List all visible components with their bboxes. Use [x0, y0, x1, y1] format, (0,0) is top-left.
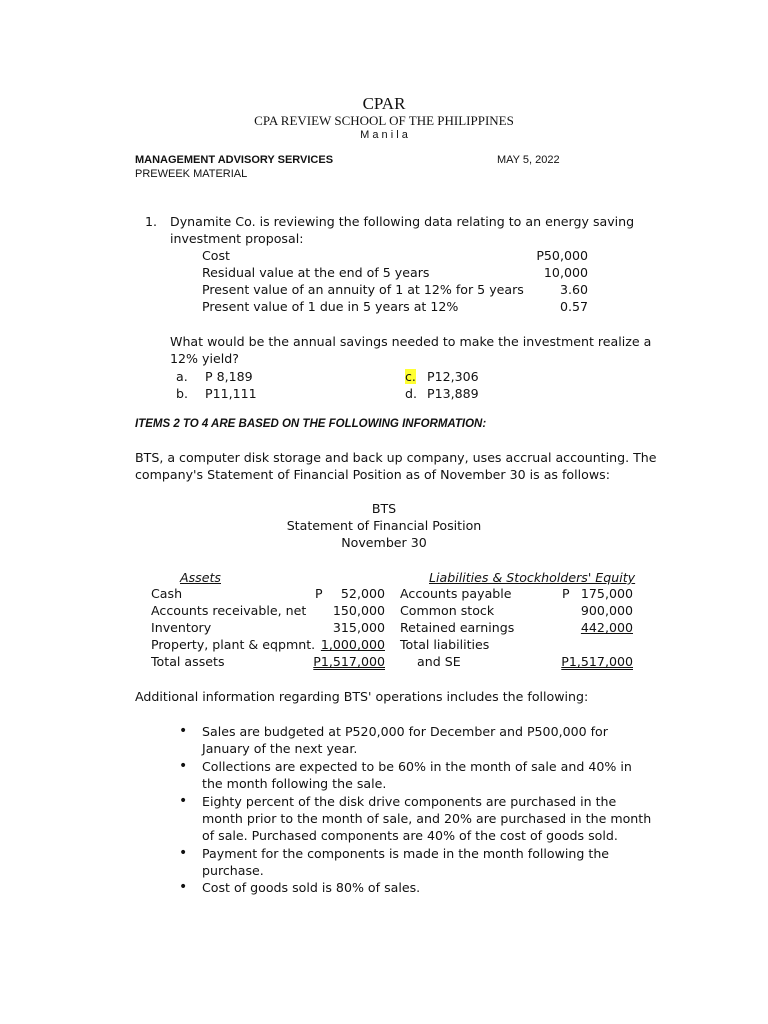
- choice-a-letter: a.: [176, 369, 188, 384]
- material-label: PREWEEK MATERIAL: [135, 168, 248, 180]
- q1-data-label: Present value of 1 due in 5 years at 12%: [202, 299, 459, 314]
- q1-question-line2: 12% yield?: [170, 351, 239, 366]
- asset-value: 52,000: [340, 586, 385, 601]
- q1-intro-line1: Dynamite Co. is reviewing the following data relating to an energy saving: [170, 214, 635, 229]
- bullet-line: purchase.: [202, 863, 264, 878]
- bullet-line: of sale. Purchased components are 40% of the cost of goods sold.: [202, 828, 618, 843]
- bullet-line: January of the next year.: [202, 741, 358, 756]
- q1-intro-line2: investment proposal:: [170, 231, 304, 246]
- asset-value-underlined: 1,000,000: [320, 637, 385, 652]
- answer-highlight: c.: [405, 369, 416, 384]
- bullet-line: the month following the sale.: [202, 776, 387, 791]
- assets-heading: Assets: [180, 570, 221, 585]
- liability-total-value: [548, 654, 633, 669]
- liability-label: Retained earnings: [400, 620, 515, 635]
- q1-question-line1: What would be the annual savings needed to make the investment realize a: [170, 334, 652, 349]
- choice-c-letter: [405, 369, 416, 384]
- liability-label: Common stock: [400, 603, 495, 618]
- doc-title: CPAR: [362, 94, 406, 113]
- additional-intro: Additional information regarding BTS' operations includes the following:: [135, 689, 589, 704]
- choice-a-text: P 8,189: [205, 369, 253, 384]
- q1-data-value: 10,000: [543, 265, 588, 280]
- asset-total-label: Total assets: [151, 654, 225, 669]
- asset-value: [300, 637, 385, 652]
- choice-c-text: P12,306: [427, 369, 479, 384]
- q1-data-value: 0.57: [559, 299, 588, 314]
- asset-label: Inventory: [151, 620, 212, 635]
- asset-prefix: P: [315, 586, 323, 601]
- bullet-line: Sales are budgeted at P520,000 for December and P500,000 for: [202, 724, 608, 739]
- asset-label: Cash: [151, 586, 183, 601]
- choice-b-text: P11,111: [205, 386, 257, 401]
- section-heading: ITEMS 2 TO 4 ARE BASED ON THE FOLLOWING INFORMATION:: [135, 418, 487, 430]
- bullet-marker: •: [179, 845, 188, 861]
- liability-total-label-cont: and SE: [417, 654, 461, 669]
- q1-data-label: Present value of an annuity of 1 at 12% for 5 years: [202, 282, 524, 297]
- liability-value-underlined: 442,000: [580, 620, 633, 635]
- liability-label: Accounts payable: [400, 586, 512, 601]
- bullet-line: Eighty percent of the disk drive components are purchased in the: [202, 794, 617, 809]
- bullet-line: Collections are expected to be 60% in the month of sale and 40% in: [202, 759, 632, 774]
- liability-value: 900,000: [580, 603, 633, 618]
- bullet-marker: •: [179, 879, 188, 895]
- bullet-marker: •: [179, 723, 188, 739]
- liability-prefix: P: [562, 586, 570, 601]
- asset-label: Accounts receivable, net: [151, 603, 307, 618]
- bullet-marker: •: [179, 758, 188, 774]
- q1-data-value: P50,000: [536, 248, 588, 263]
- case-intro-line2: company's Statement of Financial Position as of November 30 is as follows:: [135, 467, 610, 482]
- bullet-line: Payment for the components is made in the month following the: [202, 846, 610, 861]
- choice-b-letter: b.: [176, 386, 188, 401]
- statement-company: BTS: [371, 501, 397, 516]
- bullet-marker: •: [179, 793, 188, 809]
- school-name: CPA REVIEW SCHOOL OF THE PHILIPPINES: [254, 113, 514, 128]
- liability-value: [548, 620, 633, 635]
- q1-data-value: 3.60: [559, 282, 588, 297]
- exam-date: MAY 5, 2022: [497, 154, 560, 166]
- choice-d-text: P13,889: [427, 386, 479, 401]
- q1-number: 1.: [145, 214, 158, 229]
- asset-total-value: [300, 654, 385, 669]
- asset-total-underlined: P1,517,000: [313, 654, 385, 669]
- liability-value: 175,000: [580, 586, 633, 601]
- choice-d-letter: d.: [405, 386, 417, 401]
- bullet-line: Cost of goods sold is 80% of sales.: [202, 880, 421, 895]
- asset-value: 150,000: [332, 603, 385, 618]
- statement-date: November 30: [341, 535, 427, 550]
- q1-data-label: Residual value at the end of 5 years: [202, 265, 430, 280]
- statement-title: Statement of Financial Position: [286, 518, 482, 533]
- subject-title: MANAGEMENT ADVISORY SERVICES: [135, 154, 334, 166]
- city-name: M a n i l a: [360, 129, 408, 141]
- liability-total-underlined: P1,517,000: [561, 654, 633, 669]
- liability-total-label: Total liabilities: [400, 637, 490, 652]
- bullet-line: month prior to the month of sale, and 20% are purchased in the month: [202, 811, 652, 826]
- asset-value: 315,000: [332, 620, 385, 635]
- liabilities-heading: Liabilities & Stockholders' Equity: [429, 570, 636, 585]
- case-intro-line1: BTS, a computer disk storage and back up company, uses accrual accounting. The: [135, 450, 657, 465]
- asset-label: Property, plant & eqpmnt.: [151, 637, 316, 652]
- q1-data-label: Cost: [202, 248, 230, 263]
